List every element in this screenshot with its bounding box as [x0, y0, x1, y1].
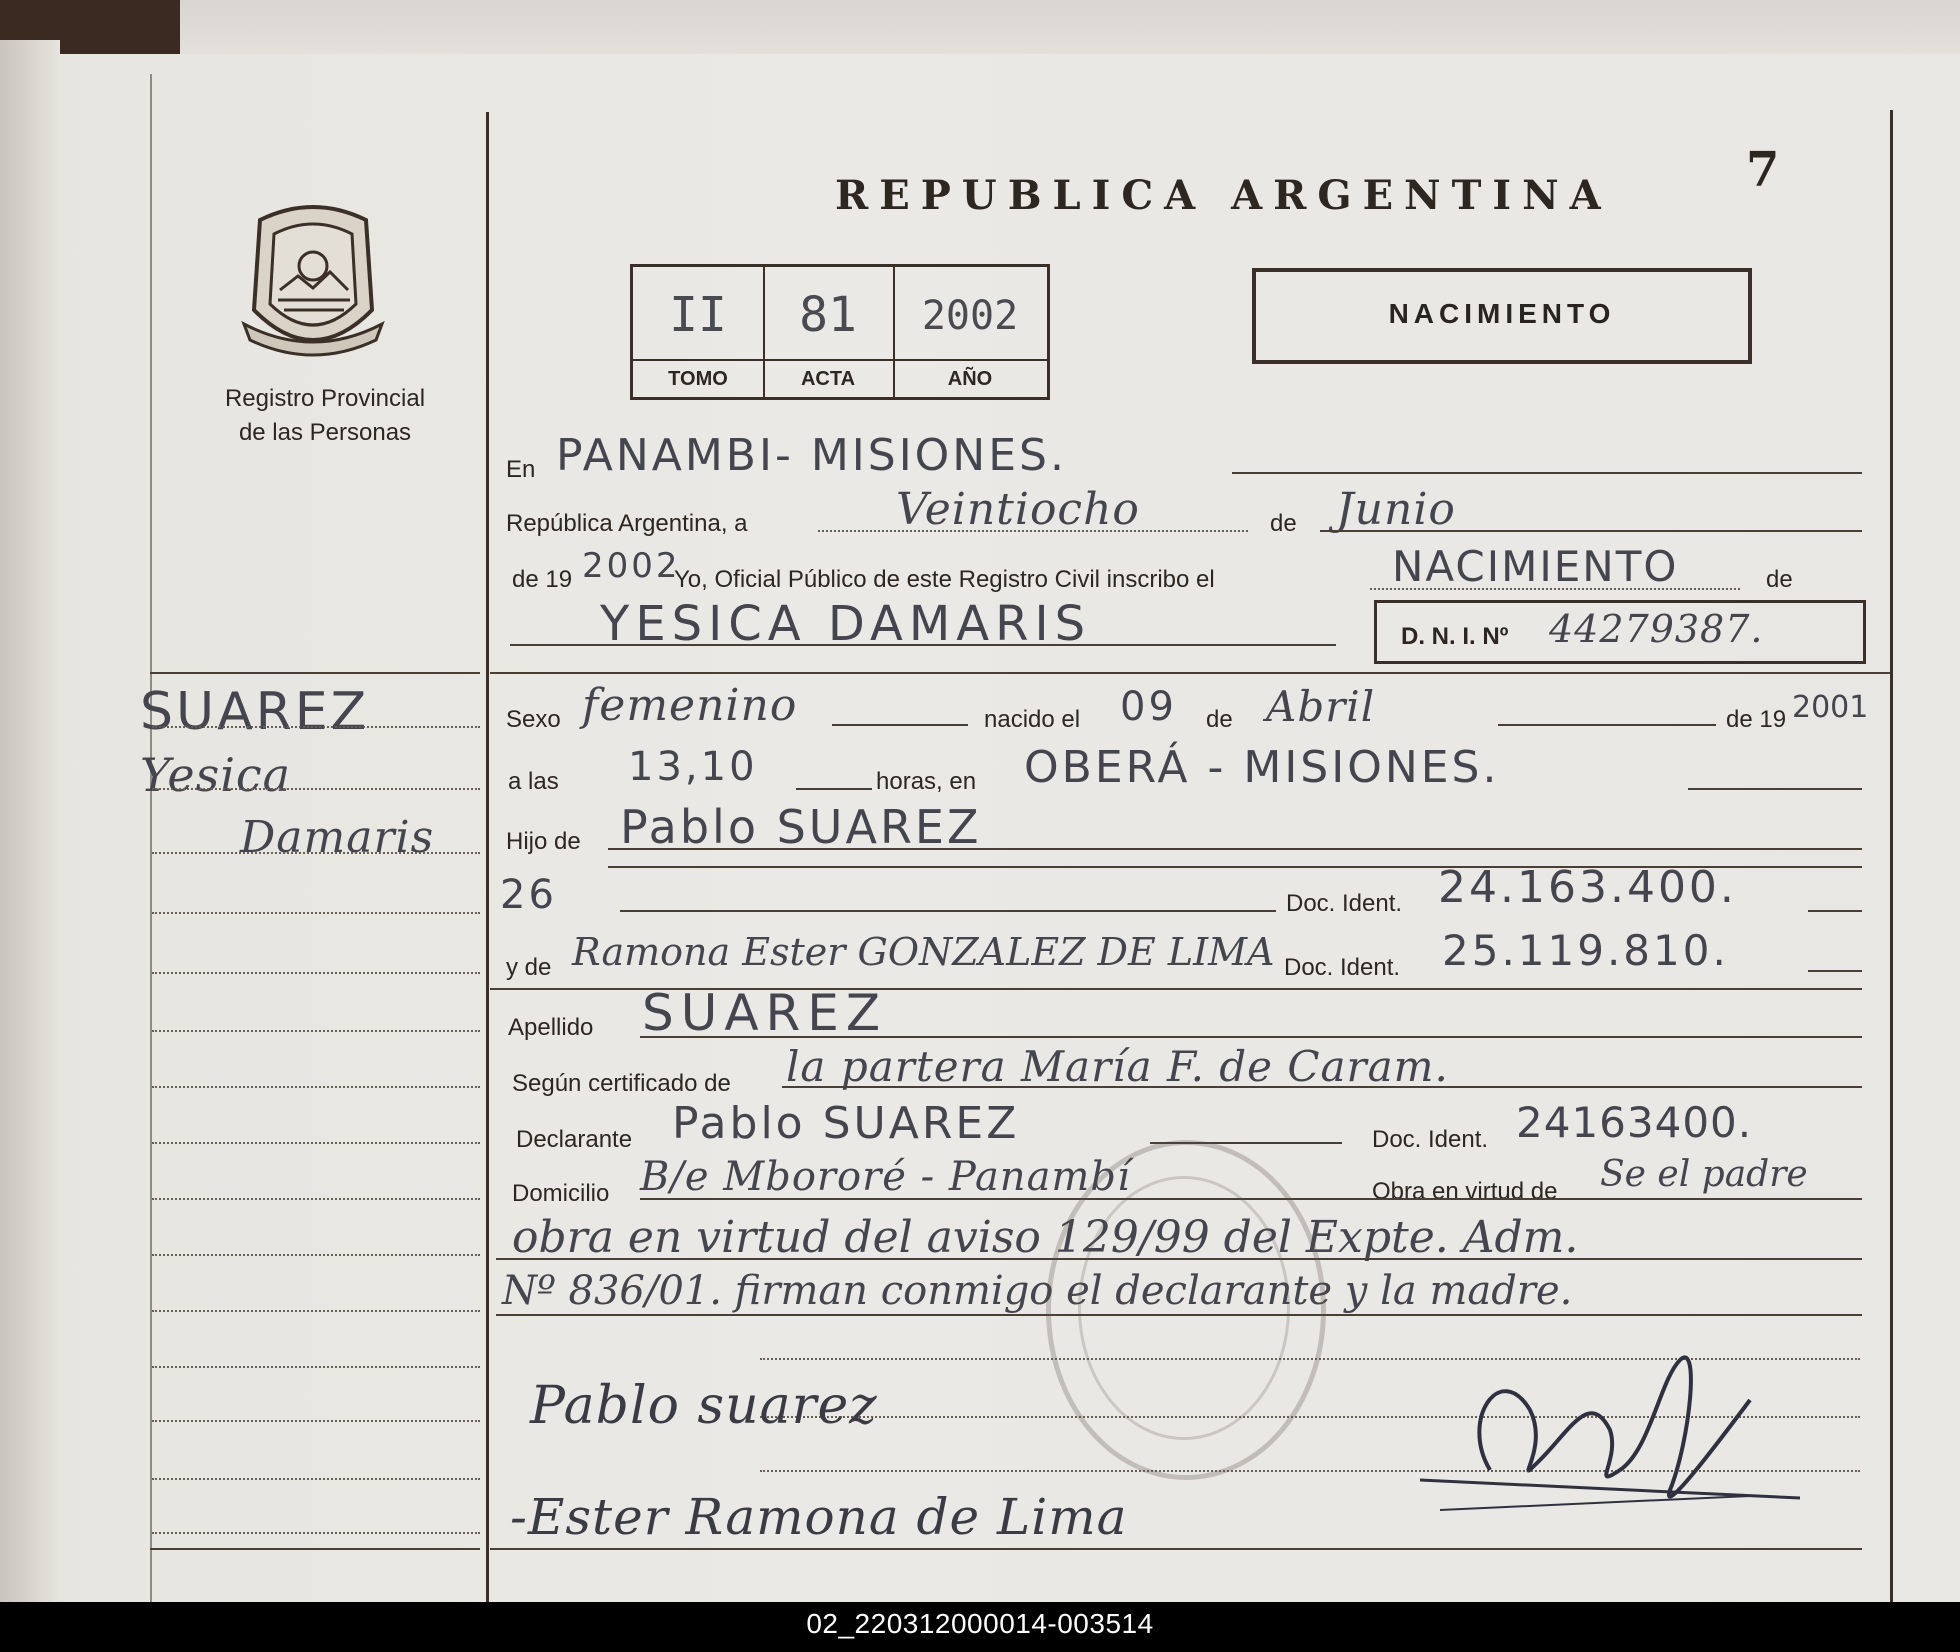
declarante-doc-label: Doc. Ident.	[1372, 1126, 1489, 1153]
certificate-line	[782, 1086, 1862, 1088]
horas-label: horas, en	[876, 768, 977, 795]
father-age: 26	[500, 872, 557, 918]
sexo-label: Sexo	[506, 706, 561, 733]
page-number: 7	[1746, 142, 1780, 198]
sexo-line	[832, 724, 968, 726]
obra-label: Obra en virtud de	[1372, 1178, 1558, 1205]
provincial-seal-icon	[240, 200, 386, 358]
margin-dots-line	[152, 852, 480, 854]
margin-surname: SUAREZ	[140, 682, 370, 742]
margin-rule-top	[150, 672, 480, 674]
mother-doc: 25.119.810.	[1442, 926, 1729, 975]
margin-dots-line	[152, 1366, 480, 1368]
tomo-label: TOMO	[668, 368, 728, 390]
child-name: YESICA DAMARIS	[600, 596, 1092, 652]
bottom-rule	[490, 1548, 1862, 1550]
margin-dots-line	[152, 1142, 480, 1144]
tomo-cell	[633, 267, 765, 397]
margin-dots-line	[152, 1198, 480, 1200]
margin-dots-line	[152, 1254, 480, 1256]
margin-dots-line	[152, 726, 480, 728]
day-words: Veintiocho	[896, 484, 1140, 535]
margin-dots-line	[152, 1310, 480, 1312]
birth-day: 09	[1120, 684, 1177, 730]
declarante-doc: 24163400.	[1516, 1098, 1753, 1147]
domicilio-label: Domicilio	[512, 1180, 610, 1207]
birth-year: 2001	[1792, 690, 1869, 725]
margin-edge	[150, 74, 152, 1602]
dni-box	[1374, 600, 1866, 664]
registry-name	[170, 382, 480, 450]
margin-dots-line	[152, 972, 480, 974]
margin-dots-line	[152, 1478, 480, 1480]
yo-text: Yo, Oficial Público de este Registro Civil inscribo el	[674, 566, 1215, 593]
official-stamp-inner	[1078, 1176, 1290, 1440]
republica-label: República Argentina, a	[506, 510, 748, 537]
registry-line-1: Registro Provincial	[224, 385, 426, 412]
declarante-label: Declarante	[516, 1126, 633, 1153]
margin-dots-line	[152, 1086, 480, 1088]
record-type: NACIMIENTO	[1388, 298, 1616, 329]
birth-place: OBERÁ - MISIONES.	[1024, 742, 1500, 793]
book-spine	[0, 40, 60, 1602]
month-line	[1320, 530, 1862, 532]
act-kind-line	[1370, 588, 1740, 590]
apellido-value: SUAREZ	[642, 984, 888, 1042]
margin-dots-line	[152, 788, 480, 790]
anio-value: 2002	[921, 293, 1019, 339]
father-name: Pablo SUAREZ	[620, 800, 982, 854]
margin-dots-line	[152, 1532, 480, 1534]
margin-dots-line	[152, 912, 480, 914]
acta-label: ACTA	[800, 368, 856, 390]
father-age-line	[620, 910, 1276, 912]
note-line-1: obra en virtud del aviso 129/99 del Expte. Adm.	[512, 1212, 1579, 1263]
record-id-box	[630, 264, 1050, 400]
y-de-label: y de	[506, 954, 552, 981]
country-title: REPUBLICA ARGENTINA	[835, 172, 1612, 219]
margin-rule-bottom	[150, 1548, 480, 1550]
mother-name: Ramona Ester GONZALEZ DE LIMA	[572, 930, 1275, 974]
acta-cell	[763, 267, 895, 397]
signature-mother: -Ester Ramona de Lima	[510, 1488, 1128, 1546]
apellido-line	[640, 1036, 1862, 1038]
de-label-2: de	[1766, 566, 1793, 593]
en-label: En	[506, 456, 536, 483]
hijo-label: Hijo de	[506, 828, 581, 855]
acta-value: 81	[799, 287, 857, 343]
father-line	[608, 848, 1862, 850]
section-rule	[490, 672, 1890, 674]
year-prefix-2: de 19	[1726, 706, 1787, 733]
hour-line	[796, 788, 872, 790]
margin-middle-name: Damaris	[240, 812, 435, 863]
act-kind: NACIMIENTO	[1392, 542, 1679, 591]
certificate-value: la partera María F. de Caram.	[786, 1042, 1449, 1091]
record-type-box	[1252, 268, 1752, 364]
birth-month-line	[1498, 724, 1716, 726]
dni-label: D. N. I. Nº	[1401, 623, 1509, 650]
paper-top-strip	[180, 0, 1960, 56]
registry-line-2: de las Personas	[238, 419, 412, 446]
nacido-label: nacido el	[984, 706, 1081, 733]
birth-month: Abril	[1266, 682, 1376, 731]
mother-doc-label: Doc. Ident.	[1284, 954, 1401, 981]
dni-value: 44279387.	[1549, 607, 1764, 651]
left-column-border	[486, 112, 489, 1602]
child-name-line	[510, 644, 1336, 646]
a-las-label: a las	[508, 768, 559, 795]
margin-first-name: Yesica	[140, 748, 292, 802]
father-doc: 24.163.400.	[1438, 862, 1737, 913]
father-doc-label: Doc. Ident.	[1286, 890, 1403, 917]
domicilio-value: B/e Mbororé - Panambí	[640, 1154, 1131, 1200]
day-line	[818, 530, 1248, 532]
obra-value: Se el padre	[1600, 1154, 1808, 1195]
anio-cell	[893, 267, 1047, 397]
father-doc-line	[1808, 910, 1862, 912]
margin-dots-line	[152, 1420, 480, 1422]
year-prefix: de 19	[512, 566, 573, 593]
mother-doc-line	[1808, 970, 1862, 972]
tomo-value: II	[669, 287, 727, 343]
signature-father: Pablo suarez	[530, 1376, 878, 1436]
de-label: de	[1270, 510, 1297, 537]
year-value: 2002	[582, 546, 681, 586]
note-line-2: Nº 836/01. firman conmigo el declarante y la madre.	[502, 1268, 1573, 1314]
margin-dots-line	[152, 1030, 480, 1032]
birth-hour: 13,10	[628, 744, 758, 790]
segun-label: Según certificado de	[512, 1070, 731, 1097]
place-line	[1232, 472, 1862, 474]
apellido-label: Apellido	[508, 1014, 594, 1041]
image-caption: 02_220312000014-003514	[806, 1608, 1154, 1639]
place-value: PANAMBI- MISIONES.	[556, 430, 1067, 481]
de-label-3: de	[1206, 706, 1233, 733]
anio-label: AÑO	[947, 368, 993, 390]
right-border	[1890, 110, 1893, 1602]
declarante-value: Pablo SUAREZ	[672, 1098, 1020, 1149]
birth-place-line	[1688, 788, 1862, 790]
month-value: Junio	[1336, 484, 1456, 535]
sexo-value: femenino	[582, 680, 798, 731]
